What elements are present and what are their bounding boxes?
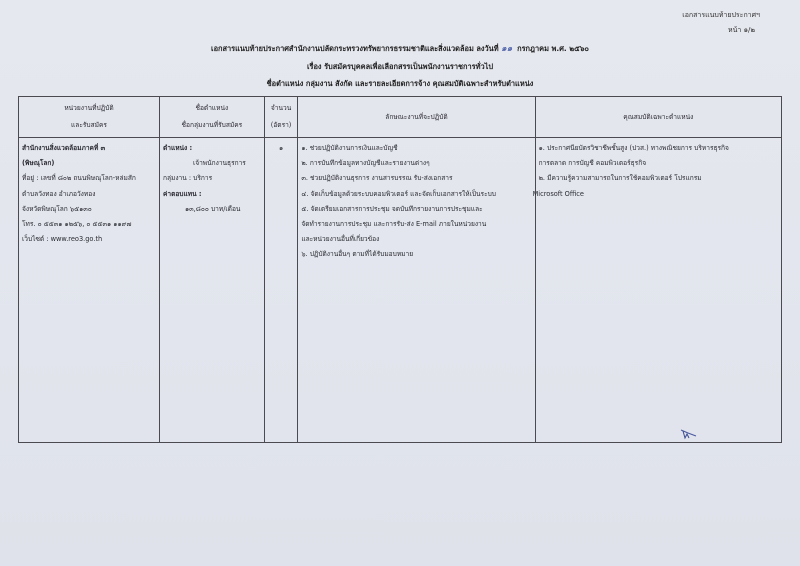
subject-line: เรื่อง รับสมัครบุคคลเพื่อเลือกสรรเป็นพนักงานราชการทั่วไป: [306, 62, 494, 71]
header-duties: ลักษณะงานที่จะปฏิบัติ: [298, 97, 535, 138]
pay-value: ๑๓,๘๐๐ บาท/เดือน: [184, 204, 241, 213]
header-office: [19, 97, 160, 138]
positions-table: [18, 96, 782, 443]
office-address-3: จังหวัดพิษณุโลก ๖๕๑๓๐: [22, 204, 92, 213]
duty-item: ๒. การบันทึกข้อมูลทางบัญชีและรายงานต่างๆ: [301, 159, 430, 168]
header-office-line1: หน่วยงานที่ปฏิบัติ: [64, 104, 114, 112]
table-header-row: [19, 97, 782, 138]
header-count-line2: (อัตรา): [270, 121, 292, 129]
qualification-item: การตลาด การบัญชี คอมพิวเตอร์ธุรกิจ: [538, 159, 647, 168]
duties-cell: [298, 138, 535, 443]
duty-item: ๕. จัดเตรียมเอกสารการประชุม จดบันทึกรายงานการประชุมและ: [301, 204, 483, 213]
announcement-month-year: กรกฎาคม พ.ศ. ๒๕๖๐: [517, 44, 589, 53]
office-address-1: ที่อยู่ : เลขที่ ๘๐๒ ถนนพิษณุโลก-หล่มสัก: [22, 174, 136, 183]
header-position-line1: ชื่อตำแหน่ง: [195, 104, 229, 112]
qualification-item: ๒. มีความรู้ความสามารถในการใช้คอมพิวเตอร์ โปรแกรม: [538, 174, 702, 183]
announcement-title-prefix: เอกสารแนบท้ายประกาศสำนักงานปลัดกระทรวงทรัพยากรธรรมชาติและสิ่งแวดล้อม ลงวันที่: [211, 44, 499, 53]
office-cell: [19, 138, 160, 443]
attachment-label: เอกสารแนบท้ายประกาศฯ: [682, 11, 760, 19]
table-row: [19, 138, 782, 443]
header-position: [159, 97, 264, 138]
position-label: ตำแหน่ง :: [162, 144, 193, 152]
position-value: เจ้าพนักงานธุรการ: [192, 159, 246, 168]
duty-item: ๓. ช่วยปฏิบัติงานธุรการ งานสารบรรณ รับ-ส่งเอกสาร: [301, 174, 453, 183]
section-heading: ชื่อตำแหน่ง กลุ่มงาน สังกัด และรายละเอียดการจ้าง คุณสมบัติเฉพาะสำหรับตำแหน่ง: [266, 79, 534, 88]
duty-item: จัดทำรายงานการประชุม และการรับ-ส่ง E-mail ภายในหน่วยงาน: [301, 220, 487, 229]
signature-initial-icon: [678, 427, 700, 441]
announcement-day: ๑๑: [500, 44, 513, 54]
position-cell: [159, 138, 264, 443]
duty-item: ๖. ปฏิบัติงานอื่นๆ ตามที่ได้รับมอบหมาย: [301, 250, 414, 259]
office-phone: โทร. ๐ ๕๕๓๑ ๑๒๕๖, ๐ ๕๕๓๑ ๑๑๙๗: [22, 220, 132, 229]
qualification-item: ๑. ประกาศนียบัตรวิชาชีพชั้นสูง (ปวส.) ทางพณิชยการ บริหารธุรกิจ: [538, 144, 729, 152]
group-value: กลุ่มงาน : บริการ: [162, 174, 213, 183]
header-count-line1: จำนวน: [270, 104, 292, 112]
duty-item: ๑. ช่วยปฏิบัติงานการเงินและบัญชี: [301, 144, 398, 152]
pay-label: ค่าตอบแทน :: [162, 189, 202, 198]
qualifications-cell: [532, 138, 781, 443]
duty-item: และหน่วยงานอื่นที่เกี่ยวข้อง: [301, 235, 380, 244]
office-city: (พิษณุโลก): [22, 159, 55, 168]
page-number: หน้า ๑/๒: [728, 26, 755, 34]
announcement-title: [0, 40, 800, 58]
count-cell: ๑: [264, 138, 298, 443]
header-count: [264, 97, 298, 138]
header-position-line2: ชื่อกลุ่มงานที่รับสมัคร: [181, 121, 243, 129]
office-name: สำนักงานสิ่งแวดล้อมภาคที่ ๓: [22, 144, 106, 152]
document-header: [0, 40, 800, 92]
duty-item: ๔. จัดเก็บข้อมูลด้วยระบบคอมพิวเตอร์ และจัดเก็บเอกสารให้เป็นระบบ: [301, 189, 496, 198]
document-corner-label: [682, 8, 760, 38]
header-qualifications: คุณสมบัติเฉพาะตำแหน่ง: [535, 97, 781, 138]
header-office-line2: และรับสมัคร: [71, 121, 107, 129]
office-website: เว็บไซต์ : www.reo3.go.th: [22, 235, 103, 244]
qualification-item: Microsoft Office: [532, 189, 584, 198]
office-address-2: ตำบลวังทอง อำเภอวังทอง: [22, 189, 96, 198]
